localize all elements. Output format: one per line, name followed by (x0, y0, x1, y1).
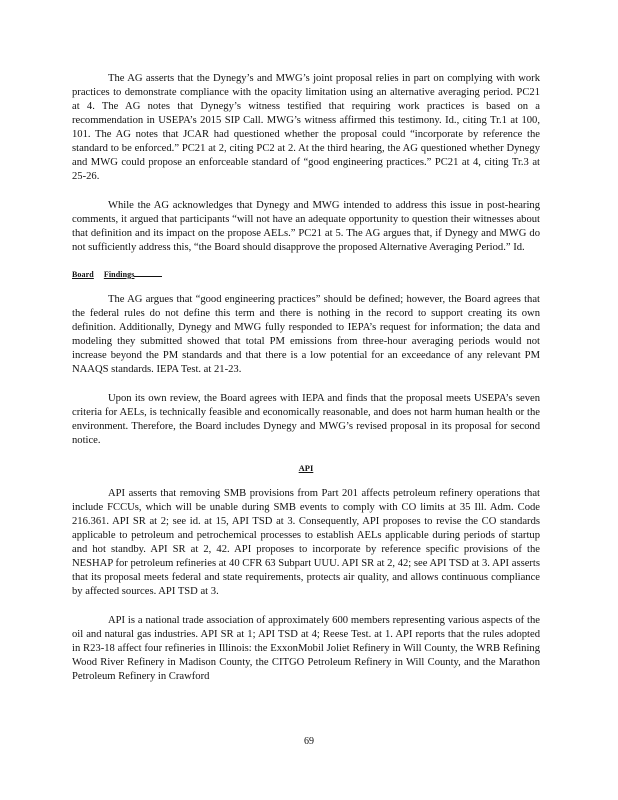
board-paragraph-2: Upon its own review, the Board agrees with IEPA and finds that the proposal meets USEPA’s seven criteria for AELs, is technically feasible and economically reasonable, and does not harm human health or the environment. Therefore, the Board includes Dynegy and MWG’s revised proposal in its proposal for second notice. (72, 393, 540, 446)
api-paragraph-2: API is a national trade association of approximately 600 members representing various aspects of the oil and natural gas industries. API SR at 1; API TSD at 4; Reese Test. at 1. API reports that the rules adopted in R23-18 affect four refineries in Illinois: the ExxonMobil Joliet Refinery in Will County, the WRB Refining Wood River Refinery in Madison County, the CITGO Petroleum Refinery in Will County, and the Marathon Petroleum Refinery in Crawford (72, 615, 540, 682)
page-number: 69 (304, 736, 314, 747)
board-findings-heading (72, 270, 540, 279)
board-findings-heading-word2: Findings (103, 270, 135, 279)
api-paragraph-1: API asserts that removing SMB provisions from Part 201 affects petroleum refinery operations that include FCCUs, which will be unable during SMB events to comply with CO limits at 35 Ill. Adm. Code 216.361. API SR at 2; see id. at 15, API TSD at 3. Consequently, API proposes to revise the CO standards applicable to petroleum and petrochemical processes to establish AELs applicable during periods of startup and hot standby. API SR at 2, 42. API proposes to incorporate by reference specific provisions of the NESHAP for petroleum refineries at 40 CFR 63 Subpart UUU. API SR at 2, 42; see API TSD at 3. API asserts that its proposal meets federal and state requirements, protects air quality, and allows continuous compliance by affected sources. API TSD at 3. (72, 488, 540, 597)
ag-paragraph-2: While the AG acknowledges that Dynegy and MWG intended to address this issue in post-hearing comments, it argued that participants “will not have an adequate opportunity to question their witnesses about that definition and its impact on the propose AELs.” PC21 at 5. The AG argues that, if Dynegy and MWG do not sufficiently address this, “the Board should disapprove the proposed Alternative Averaging Period.” Id. (72, 200, 540, 253)
board-findings-heading-word1: Board (72, 270, 94, 279)
board-paragraph-1: The AG argues that “good engineering practices” should be defined; however, the Board agrees that the federal rules do not define this term and there is nothing in the record to support creating its own definition. Additionally, Dynegy and MWG fully responded to IEPA’s request for information; the data and modeling they submitted showed that total PM emissions from three-hour averaging periods would not increase beyond the PM standards and that there is a low potential for an exceedance of any relevant PM NAAQS standards. IEPA Test. at 21-23. (72, 294, 540, 375)
document-page (72, 72, 540, 699)
api-heading: API (298, 463, 314, 473)
ag-paragraph-1: The AG asserts that the Dynegy’s and MWG’s joint proposal relies in part on complying with work practices to demonstrate compliance with the opacity limitation using an alternative averaging period. PC21 at 4. The AG notes that Dynegy’s witness testified that requiring work practices is based on a recommendation in USEPA’s 2015 SIP Call. MWG’s witness affirmed this testimony. Id., citing Tr.1 at 100, 101. The AG notes that JCAR had questioned whether the proposal could “incorporate by reference the standard to be enforced.” PC21 at 2, citing PC2 at 2. At the third hearing, the AG questioned whether Dynegy and MWG could propose an enforceable standard of “good engineering practices.” PC21 at 4, citing Tr.3 at 25-26. (72, 73, 540, 182)
